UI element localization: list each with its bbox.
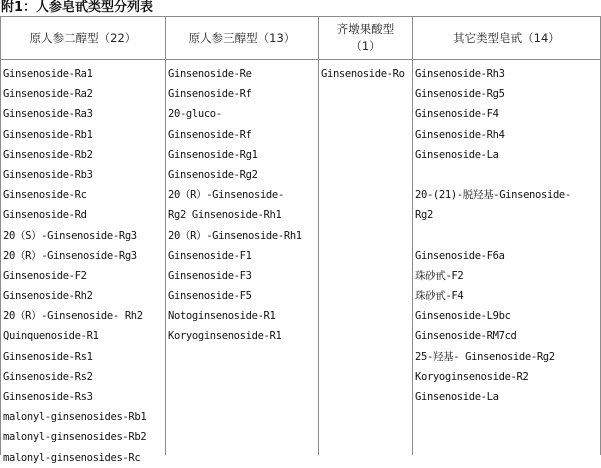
table-title: 附1：人参皂甙类型分列表 bbox=[1, 0, 154, 15]
list-item bbox=[415, 226, 600, 246]
list-item: Ginsenoside-Rf bbox=[168, 88, 252, 101]
list-item: Ginsenoside-La bbox=[415, 391, 499, 403]
list-item: malonyl-ginsenosides-Rb1 bbox=[3, 411, 147, 424]
list-item: Ginsenoside-F2 bbox=[3, 269, 87, 282]
column-protopanaxatriol bbox=[166, 60, 319, 456]
header-oleanolic-acid-line2: （1） bbox=[350, 39, 381, 53]
header-oleanolic-acid bbox=[319, 17, 413, 60]
list-item: Ginsenoside-L9bc bbox=[415, 310, 511, 323]
list-item: 25-羟基- Ginsenoside-Rg2 bbox=[415, 350, 555, 363]
column-protopanaxadiol bbox=[1, 60, 166, 464]
column-oleanolic-acid bbox=[319, 60, 413, 456]
header-protopanaxadiol: 原人参二醇型（22） bbox=[1, 17, 166, 60]
list-item: 20（R）-Ginsenoside-Rh1 bbox=[168, 229, 302, 242]
list-item: Ginsenoside-Rd bbox=[3, 209, 87, 222]
list-item: 20（S）-Ginsenoside-Rg3 bbox=[3, 229, 137, 242]
list-item: Notoginsenoside-R1 bbox=[168, 310, 276, 323]
list-item: Ginsenoside-Rb1 bbox=[3, 128, 93, 141]
list-item: Ginsenoside-Rb2 bbox=[3, 148, 93, 161]
list-item: 珠砂甙-F4 bbox=[415, 290, 464, 303]
list-item: Ginsenoside-F3 bbox=[168, 269, 252, 282]
list-oleanolic-acid bbox=[319, 60, 412, 84]
list-item: Quinquenoside-R1 bbox=[3, 330, 99, 343]
list-item: 20（R）-Ginsenoside- bbox=[168, 189, 284, 202]
column-other-saponins bbox=[413, 60, 601, 456]
list-item: Ginsenoside-Ra1 bbox=[3, 68, 93, 80]
list-item: Ginsenoside-F4 bbox=[415, 108, 499, 121]
list-item: Rg2 Ginsenoside-Rh1 bbox=[168, 209, 282, 222]
header-protopanaxatriol: 原人参三醇型（13） bbox=[166, 17, 319, 60]
list-item: Koryoginsenoside-R2 bbox=[415, 370, 529, 383]
list-item: Ginsenoside-La bbox=[415, 148, 499, 161]
list-item: Koryoginsenoside-R1 bbox=[168, 330, 282, 343]
list-item: Ginsenoside-Rc bbox=[3, 189, 87, 202]
header-oleanolic-acid-line1: 齐墩果酸型 bbox=[336, 22, 395, 36]
saponin-type-table bbox=[0, 16, 601, 464]
list-item: Ginsenoside-Rh4 bbox=[415, 128, 505, 141]
list-protopanaxadiol bbox=[1, 60, 165, 468]
list-item: Ginsenoside-Ra3 bbox=[3, 108, 93, 121]
list-item: Ginsenoside-F1 bbox=[168, 249, 252, 262]
list-item: Ginsenoside-Ro bbox=[321, 68, 405, 80]
list-item: Ginsenoside-Rg2 bbox=[168, 168, 258, 181]
list-item: Ginsenoside-Rs2 bbox=[3, 370, 93, 383]
list-item: malonyl-ginsenosides-Rb2 bbox=[3, 431, 147, 444]
list-item: Ginsenoside-Rg5 bbox=[415, 88, 505, 101]
list-item: malonyl-ginsenosides-Rc bbox=[3, 451, 141, 464]
list-item: Ginsenoside-F5 bbox=[168, 290, 252, 303]
list-other-saponins bbox=[413, 60, 600, 407]
list-item: 20（R）-Ginsenoside-Rg3 bbox=[3, 249, 137, 262]
list-item: Ginsenoside-Rs1 bbox=[3, 350, 93, 363]
list-item: Ginsenoside-Rg1 bbox=[168, 148, 258, 161]
list-protopanaxatriol bbox=[166, 60, 318, 347]
list-item: Ginsenoside-RM7cd bbox=[415, 330, 517, 343]
list-item: Ginsenoside-Re bbox=[168, 68, 252, 80]
list-item: Ginsenoside-Rf bbox=[168, 128, 252, 141]
list-item: Ginsenoside-F6a bbox=[415, 249, 505, 262]
list-item: 20（R）-Ginsenoside- Rh2 bbox=[3, 310, 143, 323]
list-item: Ginsenoside-Ra2 bbox=[3, 88, 93, 101]
list-item: 珠砂甙-F2 bbox=[415, 269, 464, 282]
list-item: Ginsenoside-Rb3 bbox=[3, 168, 93, 181]
list-item: 20-(21)-脱羟基-Ginsenoside- bbox=[415, 189, 571, 202]
list-item: Ginsenoside-Rh2 bbox=[3, 290, 93, 303]
list-item: Rg2 bbox=[415, 209, 433, 222]
header-other-saponins: 其它类型皂甙（14） bbox=[413, 17, 601, 60]
list-item: Ginsenoside-Rs3 bbox=[3, 391, 93, 403]
header-row bbox=[1, 17, 601, 60]
body-row bbox=[1, 60, 601, 456]
list-item: 20-gluco- bbox=[168, 108, 222, 121]
list-item bbox=[415, 165, 600, 185]
list-item: Ginsenoside-Rh3 bbox=[415, 68, 505, 80]
